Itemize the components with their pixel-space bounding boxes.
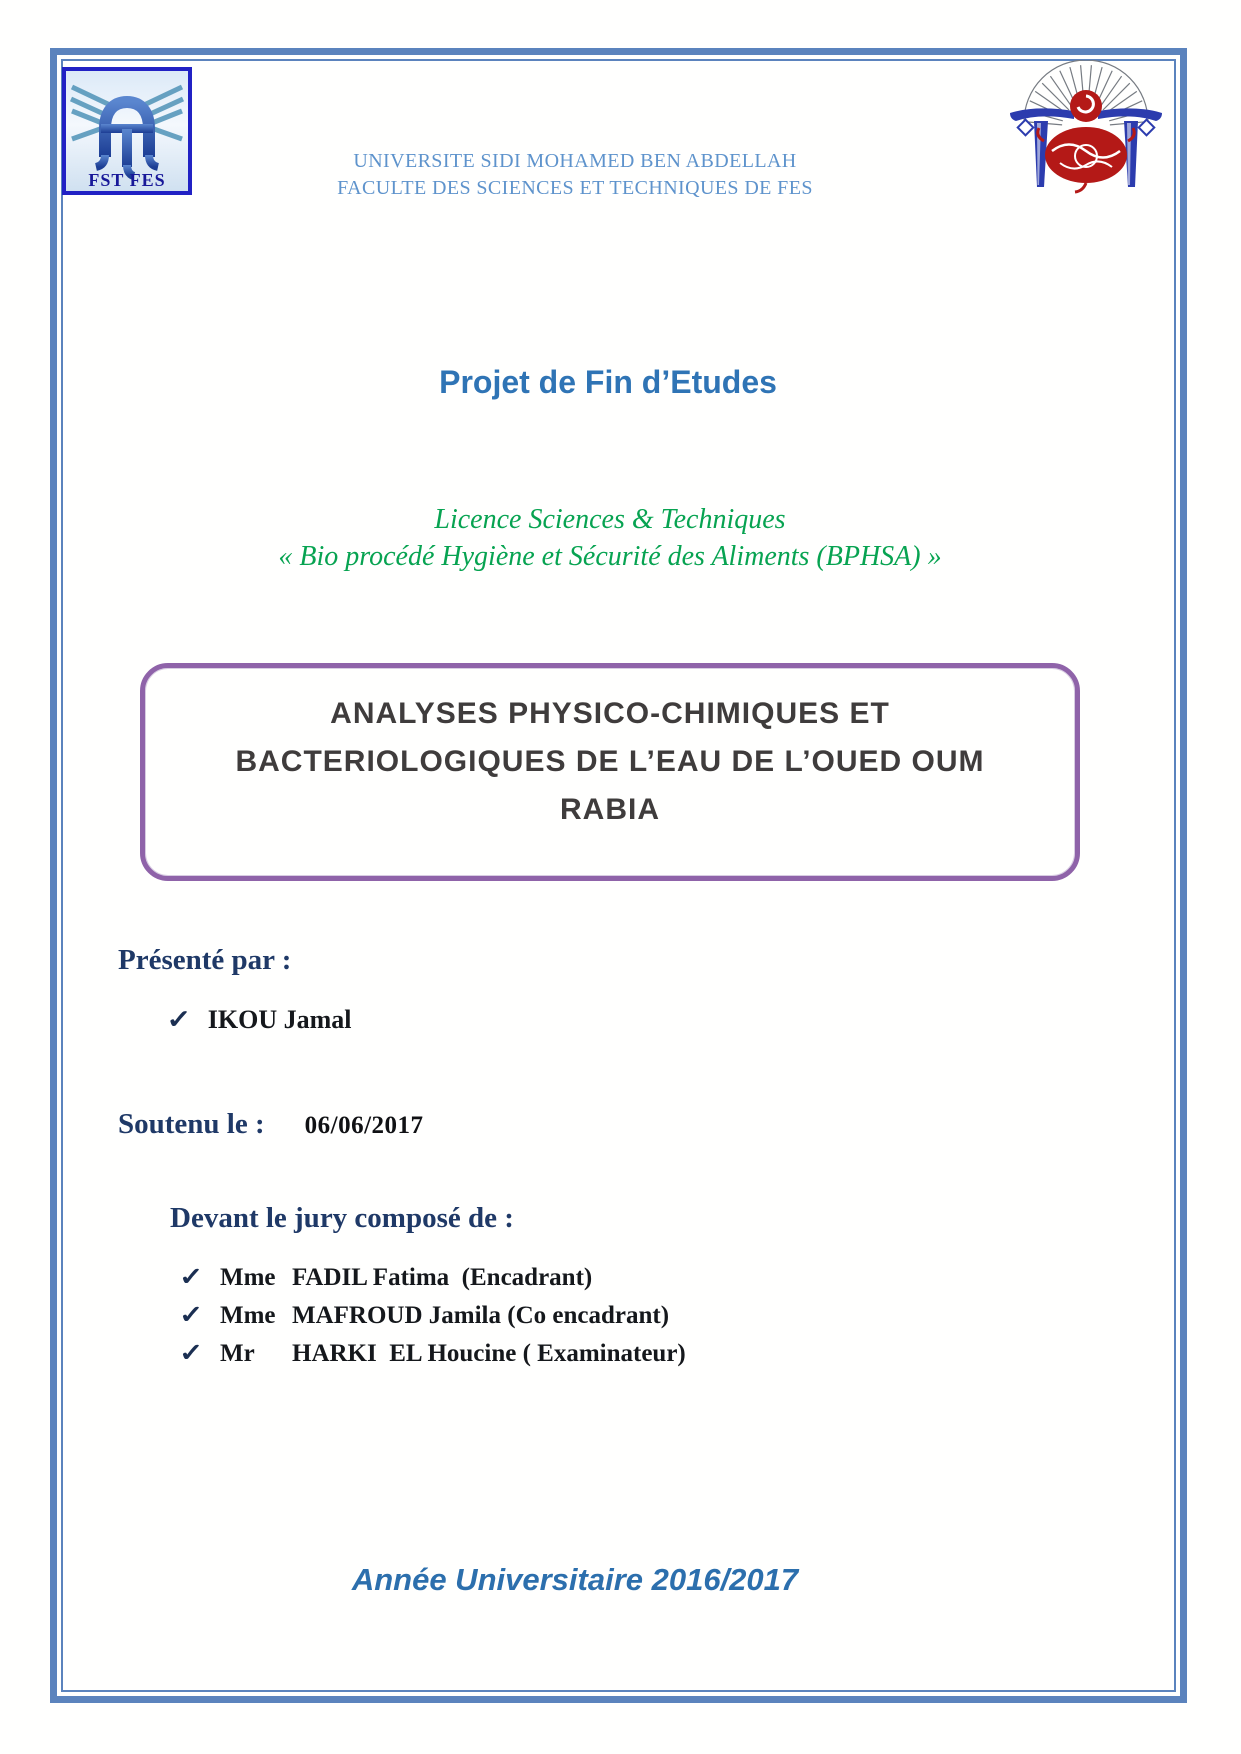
academic-year: Année Universitaire 2016/2017 — [351, 1562, 799, 1597]
check-icon: ✓ — [179, 1302, 204, 1329]
jury-member-row — [179, 1262, 902, 1300]
university-emblem — [1006, 60, 1166, 195]
defense-date-label: Soutenu le : — [118, 1108, 265, 1140]
jury-member-title: Mme — [220, 1264, 276, 1291]
university-emblem-graphic — [1006, 60, 1166, 195]
author-name: IKOU Jamal — [207, 1005, 352, 1034]
jury-list — [179, 1262, 902, 1376]
presented-by-label: Présenté par : — [118, 944, 292, 976]
degree-speciality: « Bio procédé Hygiène et Sécurité des Aliments (BPHSA) » — [278, 541, 942, 572]
fst-logo-text: FST FES — [88, 170, 166, 190]
jury-member-title: Mme — [220, 1302, 276, 1329]
jury-label: Devant le jury composé de : — [170, 1202, 514, 1234]
degree-name: Licence Sciences & Techniques — [434, 504, 786, 535]
university-name: UNIVERSITE SIDI MOHAMED BEN ABDELLAH — [353, 150, 797, 172]
thesis-title-line-1: ANALYSES PHYSICO-CHIMIQUES ET — [330, 697, 890, 730]
jury-member-name: MAFROUD Jamila (Co encadrant) — [292, 1302, 670, 1329]
check-icon: ✓ — [166, 1005, 192, 1034]
document-type-title: Projet de Fin d’Etudes — [439, 364, 777, 400]
check-icon: ✓ — [179, 1340, 204, 1367]
jury-member-row — [179, 1300, 902, 1338]
check-icon: ✓ — [179, 1264, 204, 1291]
jury-member-title: Mr — [220, 1340, 255, 1367]
fst-fes-logo-graphic — [62, 67, 192, 195]
jury-member-row — [179, 1338, 902, 1376]
thesis-title-box — [140, 663, 1080, 881]
jury-member-name: FADIL Fatima (Encadrant) — [292, 1264, 593, 1291]
defense-line — [118, 1108, 424, 1141]
thesis-title-line-3: RABIA — [560, 793, 660, 826]
fst-fes-logo — [62, 67, 192, 195]
thesis-title-line-2: BACTERIOLOGIQUES DE L’EAU DE L’OUED OUM — [235, 745, 985, 778]
jury-member-name: HARKI EL Houcine ( Examinateur) — [292, 1340, 686, 1367]
institution-header — [225, 148, 925, 202]
degree-block — [90, 501, 1130, 575]
faculty-name: FACULTE DES SCIENCES ET TECHNIQUES DE FES — [337, 177, 813, 199]
defense-date: 06/06/2017 — [304, 1112, 424, 1139]
calligraphy-medallion-icon — [1038, 90, 1134, 192]
author-item — [168, 1005, 352, 1035]
